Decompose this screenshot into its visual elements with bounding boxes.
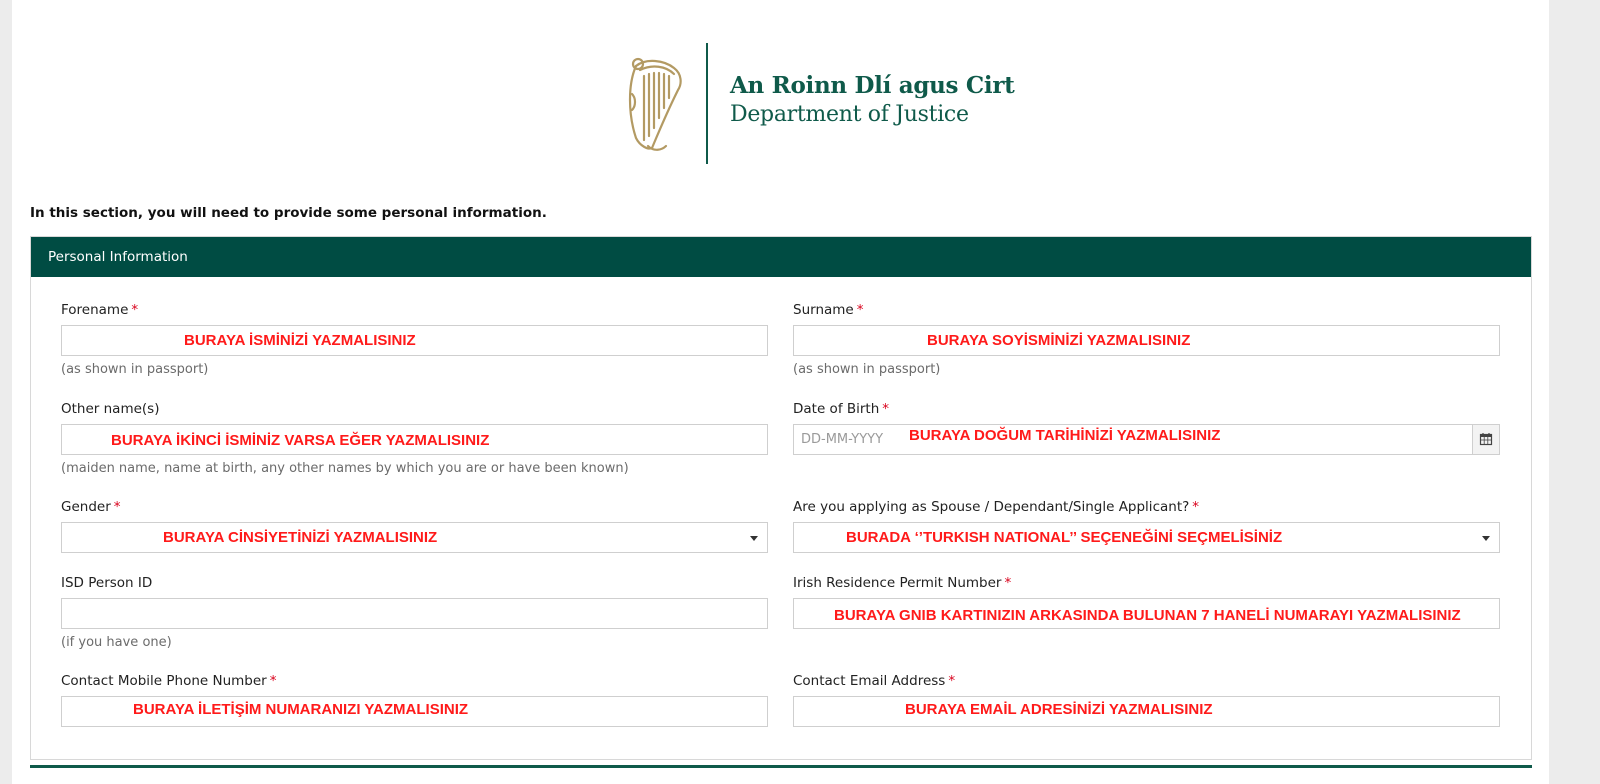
email-label-text: Contact Email Address — [793, 673, 946, 689]
department-logo — [612, 40, 1015, 170]
forename-input[interactable] — [61, 325, 768, 356]
required-marker: * — [113, 499, 121, 515]
gender-label-text: Gender — [61, 499, 111, 515]
next-panel-border — [30, 765, 1532, 768]
required-marker: * — [882, 401, 890, 417]
required-marker: * — [269, 673, 277, 689]
calendar-button[interactable] — [1472, 425, 1499, 454]
applicant-type-value: BURADA ‘’TURKISH NATIONAL’’ SEÇENEĞİNİ SEÇMELİSİNİZ — [846, 529, 1283, 546]
residence-permit-field-group — [793, 574, 1500, 629]
residence-permit-label — [793, 574, 1500, 592]
applicant-type-label — [793, 498, 1500, 516]
email-label — [793, 672, 1500, 690]
dob-field-group — [793, 400, 1500, 455]
logo-title: An Roinn Dlí agus Cirt — [730, 72, 1015, 99]
required-marker: * — [1004, 575, 1012, 591]
calendar-icon — [1473, 425, 1499, 454]
required-marker: * — [948, 673, 956, 689]
mobile-label-text: Contact Mobile Phone Number — [61, 673, 267, 689]
residence-permit-input[interactable] — [793, 598, 1500, 629]
surname-input[interactable] — [793, 325, 1500, 356]
personal-information-panel — [30, 236, 1532, 760]
dob-input[interactable] — [793, 424, 1500, 455]
mobile-label — [61, 672, 768, 690]
dob-label — [793, 400, 1500, 418]
applicant-type-label-text: Are you applying as Spouse / Dependant/Single Applicant? — [793, 499, 1190, 515]
surname-value: BURAYA SOYİSMİNİZİ YAZMALISINIZ — [927, 332, 1191, 349]
forename-label-text: Forename — [61, 302, 129, 318]
residence-permit-label-text: Irish Residence Permit Number — [793, 575, 1002, 591]
forename-help: (as shown in passport) — [61, 362, 209, 377]
email-input[interactable] — [793, 696, 1500, 727]
isd-person-id-field-group — [61, 574, 768, 650]
forename-value: BURAYA İSMİNİZİ YAZMALISINIZ — [184, 332, 416, 349]
required-marker: * — [131, 302, 139, 318]
harp-icon — [622, 54, 688, 154]
other-names-value: BURAYA İKİNCİ İSMİNİZ VARSA EĞER YAZMALISINIZ — [111, 432, 490, 449]
surname-label — [793, 301, 1500, 319]
surname-label-text: Surname — [793, 302, 854, 318]
applicant-type-field-group — [793, 498, 1500, 553]
isd-person-id-label: ISD Person ID — [61, 575, 153, 591]
email-value: BURAYA EMAİL ADRESİNİZİ YAZMALISINIZ — [905, 701, 1213, 718]
dob-placeholder: DD-MM-YYYY — [801, 432, 884, 447]
forename-label — [61, 301, 768, 319]
surname-help: (as shown in passport) — [793, 362, 941, 377]
mobile-field-group — [61, 672, 768, 727]
residence-permit-value: BURAYA GNIB KARTINIZIN ARKASINDA BULUNAN 7 HANELİ NUMARAYI YAZMALISINIZ — [834, 607, 1461, 624]
required-marker: * — [856, 302, 864, 318]
chevron-down-icon — [750, 536, 758, 541]
mobile-value: BURAYA İLETİŞİM NUMARANIZI YAZMALISINIZ — [133, 701, 469, 718]
section-intro-text: In this section, you will need to provide some personal information. — [30, 205, 547, 221]
required-marker: * — [1192, 499, 1200, 515]
isd-person-id-input[interactable] — [61, 598, 768, 629]
gender-select[interactable] — [61, 522, 768, 553]
page — [12, 0, 1549, 784]
dob-label-text: Date of Birth — [793, 401, 880, 417]
mobile-input[interactable] — [61, 696, 768, 727]
other-names-input[interactable] — [61, 424, 768, 455]
other-names-label: Other name(s) — [61, 401, 160, 417]
forename-field-group — [61, 301, 768, 377]
email-field-group — [793, 672, 1500, 727]
gender-value: BURAYA CİNSİYETİNİZİ YAZMALISINIZ — [163, 529, 438, 546]
applicant-type-select[interactable] — [793, 522, 1500, 553]
gender-label — [61, 498, 768, 516]
gender-field-group — [61, 498, 768, 553]
dob-value: BURAYA DOĞUM TARİHİNİZİ YAZMALISINIZ — [909, 427, 1221, 444]
surname-field-group — [793, 301, 1500, 377]
logo-subtitle: Department of Justice — [730, 102, 969, 127]
isd-person-id-help: (if you have one) — [61, 635, 172, 650]
panel-header: Personal Information — [31, 237, 1531, 277]
chevron-down-icon — [1482, 536, 1490, 541]
other-names-help: (maiden name, name at birth, any other names by which you are or have been known) — [61, 461, 629, 476]
logo-divider — [706, 43, 708, 164]
other-names-field-group — [61, 400, 768, 476]
